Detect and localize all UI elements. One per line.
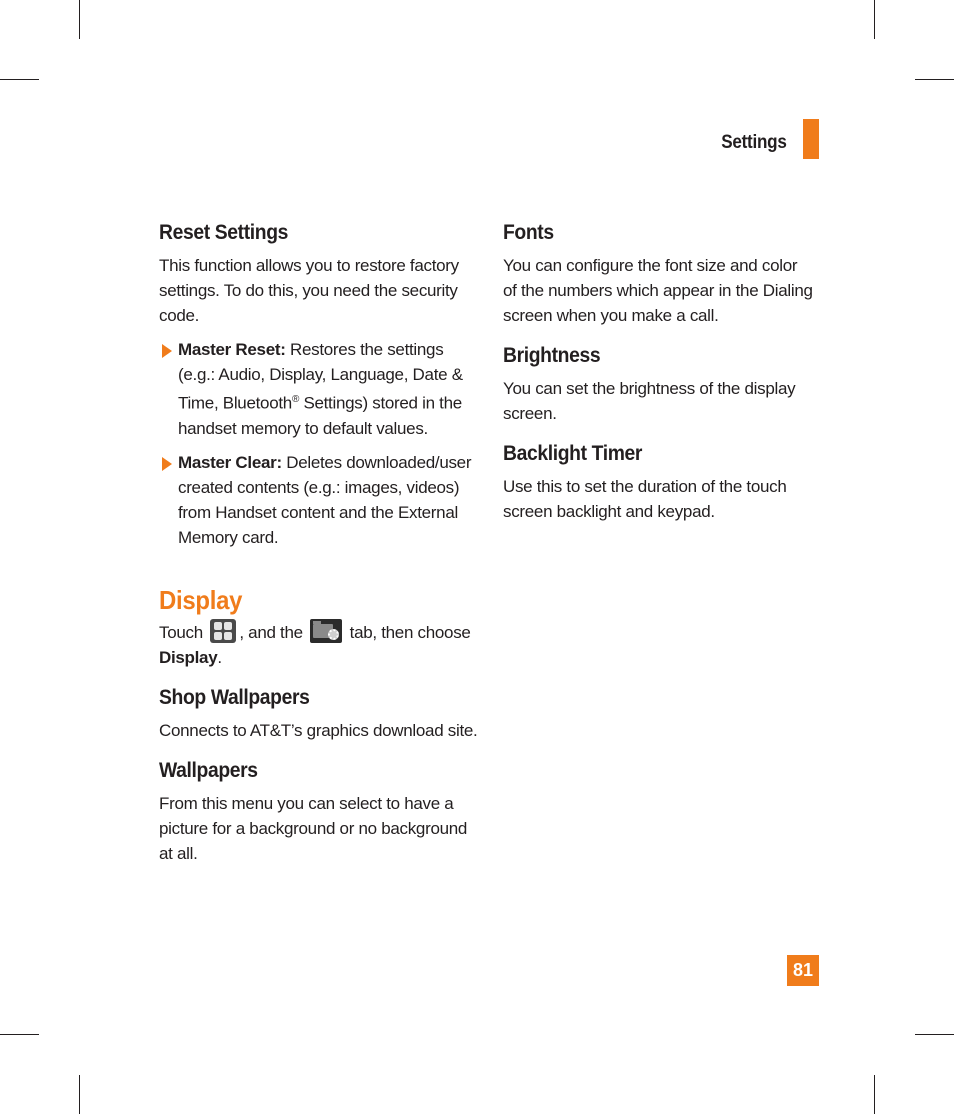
fonts-heading: Fonts — [503, 221, 554, 244]
instr-end: . — [217, 648, 222, 668]
instr-touch: Touch — [159, 622, 203, 642]
crop-mark — [915, 1034, 954, 1035]
instr-choice: Display — [159, 648, 218, 668]
instr-and: , and the — [239, 622, 303, 642]
apps-grid-icon — [210, 619, 236, 643]
master-reset-text-a: Restores the settings (e.g.: Audio, Display, Language, Date & Time, Bluetooth — [178, 340, 463, 413]
crop-mark — [915, 79, 954, 80]
settings-folder-icon — [310, 619, 342, 643]
instr-then: tab, then choose — [345, 622, 471, 642]
master-clear-label: Master Clear: — [178, 452, 282, 472]
fonts-body: You can configure the font size and color of the numbers which appear in the Dialing screen when you make a call. — [503, 256, 813, 325]
wallpapers-heading: Wallpapers — [159, 759, 258, 783]
orange-triangle-bullet-icon — [162, 457, 172, 471]
backlight-timer-body: Use this to set the duration of the touch screen backlight and keypad. — [503, 477, 787, 521]
master-reset-text-b: Settings) stored in the handset memory to default values. — [178, 393, 462, 438]
backlight-timer-heading: Backlight Timer — [503, 442, 643, 465]
right-column — [503, 219, 813, 524]
display-heading: Display — [159, 584, 243, 615]
shop-wallpapers-heading: Shop Wallpapers — [159, 686, 310, 710]
crop-mark — [874, 0, 875, 39]
master-reset-item — [159, 337, 479, 441]
reset-settings-heading: Reset Settings — [159, 221, 289, 244]
master-reset-label: Master Reset: — [178, 340, 286, 359]
master-clear-text: Deletes downloaded/user created contents (e.g.: images, videos) from Handset content and the External Memory card. — [178, 452, 472, 547]
wallpapers-body: From this menu you can select to have a picture for a background or no background at all. — [159, 794, 468, 864]
crop-mark — [0, 1034, 39, 1035]
brightness-body: You can set the brightness of the display screen. — [503, 379, 796, 423]
display-instructions — [159, 620, 479, 671]
crop-mark — [79, 1075, 80, 1114]
section-header: Settings — [721, 132, 787, 153]
shop-wallpapers-body: Connects to AT&T’s graphics download site. — [159, 721, 478, 741]
reset-settings-body: This function allows you to restore factory settings. To do this, you need the security code. — [159, 256, 459, 325]
section-header-bar — [803, 119, 819, 159]
crop-mark — [874, 1075, 875, 1114]
master-clear-item — [159, 450, 479, 550]
registered-mark: ® — [291, 394, 300, 405]
left-column — [159, 219, 479, 866]
brightness-heading: Brightness — [503, 344, 601, 367]
crop-mark — [79, 0, 80, 39]
crop-mark — [0, 79, 39, 80]
page-number: 81 — [787, 955, 819, 986]
orange-triangle-bullet-icon — [162, 344, 172, 358]
